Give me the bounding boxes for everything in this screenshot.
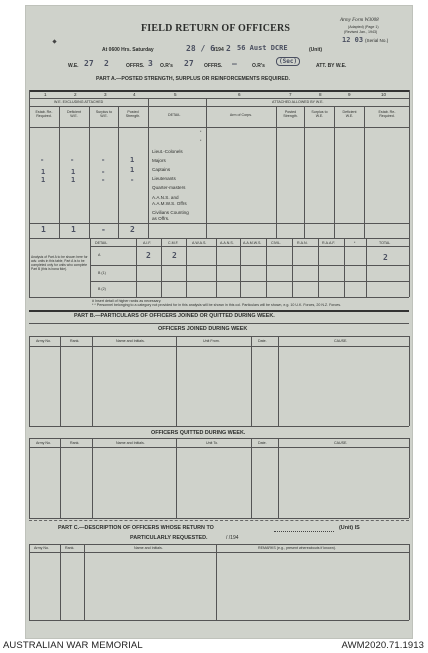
col-num-6: 6	[238, 92, 241, 97]
attached-header: ATTACHED ALLOWED BY W.E.	[272, 100, 324, 104]
col4-majors: 1	[130, 166, 135, 174]
part-a-title: PART A.—POSTED STRENGTH, SURPLUS OR REINFORCEMENTS REQUIRED.	[96, 76, 290, 82]
col2-lieutenants: 1	[71, 176, 76, 184]
serial-value: 12 03	[342, 36, 364, 44]
serial-label: (Serial No.)	[365, 38, 389, 43]
col-num-4: 4	[133, 92, 136, 97]
we-label: W.E.	[68, 63, 79, 69]
quitted-col-rank: Rank.	[70, 441, 80, 445]
sub-header-estab-left: Estab. Re- Required.	[35, 110, 53, 119]
joined-col-name: Name and Initials.	[116, 339, 145, 343]
col-num-3: 3	[104, 92, 107, 97]
sub-header-surplus-right: Surplus to W.E.	[311, 110, 328, 119]
detail-col-total: TOTAL	[379, 241, 391, 245]
col-num-10: 10	[381, 92, 387, 97]
total-col4: 2	[130, 225, 135, 234]
row-a-cmf: 2	[172, 251, 177, 260]
footer-accession: AWM2020.71.1913	[341, 640, 424, 651]
rank-lieut-colonels: Lieut.-Colonels	[152, 149, 183, 154]
footnote-2: * * Personnel belonging to a category not provided for in this analysis will be shown in this col. Particulars will be shown, e.g. 10 U.K. Forces, 20 N.Z. Forces.	[92, 303, 342, 307]
part-c-col-name: Name and Initials.	[134, 546, 163, 550]
col-num-9: 9	[348, 92, 351, 97]
part-c-title: PART C.—DESCRIPTION OF OFFICERS WHOSE RETURN TO	[58, 525, 214, 531]
sub-header-estab-right: Estab. Re- Required.	[378, 110, 396, 119]
ors-value-1: 3	[148, 59, 153, 68]
row-a-aif: 2	[146, 251, 151, 260]
form-number: Army Form W3008	[340, 18, 379, 23]
at-label: At 0600 Hrs. Saturday	[102, 47, 154, 53]
year-prefix: /194	[214, 47, 224, 53]
col3-lieutenants: -	[101, 176, 106, 184]
quitted-title: OFFICERS QUITTED DURING WEEK.	[151, 430, 246, 436]
col-num-7: 7	[289, 92, 292, 97]
form-adapted: (Adapted) (Page 1)	[348, 25, 379, 29]
col-num-8: 8	[319, 92, 322, 97]
joined-col-unit-from: Unit From.	[203, 339, 220, 343]
detail-col-civil: CIVIL.	[271, 241, 281, 245]
sub-header-arm: Arm of Corps.	[229, 113, 253, 117]
rank-majors: Majors	[152, 158, 166, 163]
we-value: 27	[84, 59, 94, 68]
joined-col-cause: CAUSE.	[334, 339, 348, 343]
part-c-requested: PARTICULARLY REQUESTED.	[130, 535, 208, 541]
footer-institution: AUSTRALIAN WAR MEMORIAL	[3, 640, 143, 651]
col2-captains: 1	[71, 168, 76, 176]
col1-lieutenants: 1	[41, 176, 46, 184]
star-icon: *	[200, 130, 202, 134]
quitted-col-name: Name and Initials.	[116, 441, 145, 445]
dash-value: —	[232, 59, 237, 68]
ors-label-2: O.R's	[252, 63, 265, 69]
unit-value: 56 Aust DCRE	[237, 44, 288, 52]
detail-lower-header: DETAIL	[95, 241, 108, 245]
total-col1: 1	[41, 225, 46, 234]
joined-col-date: Date.	[258, 339, 267, 343]
we-excl-header: W.E. EXCLUDING ATTACHED	[54, 100, 104, 104]
star-icon: *	[200, 139, 202, 143]
rank-civilians: Civilians Counting as Offrs.	[152, 210, 189, 221]
unit-label: (Unit)	[309, 47, 323, 53]
detail-row-b2: B (2)	[98, 287, 106, 291]
col3-captains: -	[101, 168, 106, 176]
col3-majors: -	[101, 156, 106, 164]
date-value: 28 / 6	[186, 44, 215, 53]
detail-col-ran: R.A.N.	[297, 241, 308, 245]
detail-col-aif: A.I.F.	[143, 241, 152, 245]
form-title: FIELD RETURN OF OFFICERS	[141, 23, 291, 34]
part-b-title: PART B.—PARTICULARS OF OFFICERS JOINED OR QUITTED DURING WEEK.	[74, 313, 275, 319]
year-value: 2	[226, 44, 231, 53]
paper-mark-icon	[52, 39, 56, 43]
att-label: ATT. BY W.E.	[316, 63, 347, 69]
part-c-unit-label: (Unit) IS	[339, 525, 360, 531]
part-c-col-remarks: REMARKS (e.g., present whereabouts if known).	[258, 546, 336, 550]
rank-quartermasters: Quarter-masters	[152, 185, 186, 190]
quitted-col-unit-to: Unit To.	[206, 441, 219, 445]
sub-header-deficient-left: Deficient W.E.	[67, 110, 81, 119]
analysis-note: Analysis of Part A to be shown here for adv. units in this table, Part A is to be completed only for units who complete Part B (this is bona fide).	[31, 255, 88, 271]
sub-header-surplus-left: Surplus to W.E.	[95, 110, 113, 119]
sub-header-posted-left: Posted Strength.	[125, 110, 141, 119]
joined-col-rank: Rank.	[70, 339, 80, 343]
sub-header-deficient-right: Deficient W.E.	[342, 110, 357, 119]
rank-aans: A.A.N.S. and A.A.M.W.S. Offrs	[152, 195, 187, 206]
col-num-5: 5	[174, 92, 177, 97]
col2-majors: -	[70, 156, 75, 164]
col-num-1: 1	[44, 92, 47, 97]
col4-lieut-colonels: 1	[130, 156, 135, 164]
total-col3: -	[101, 225, 106, 234]
col4-captains: -	[130, 176, 135, 184]
offrs2-label: OFFRS.	[204, 63, 223, 69]
sub-header-posted-right: Posted Strength.	[283, 110, 298, 119]
part-c-col-army-no: Army No.	[34, 546, 49, 550]
joined-col-army-no: Army No.	[36, 339, 51, 343]
detail-row-b1: B (1)	[98, 271, 106, 275]
footnote-1: # Insert detail of higher ranks as necessary.	[92, 299, 162, 303]
form-revised: (Revised Jan., 1943)	[344, 30, 378, 34]
part-c-date-stub: / /194	[226, 535, 239, 541]
joined-title: OFFICERS JOINED DURING WEEK	[158, 326, 248, 332]
detail-col-cmf: C.M.F.	[168, 241, 179, 245]
col1-captains: 1	[41, 168, 46, 176]
offrs-value: 2	[104, 59, 109, 68]
quitted-col-cause: CAUSE.	[334, 441, 348, 445]
detail-col-aans: A.A.N.S.	[220, 241, 234, 245]
unit-extra: (Sec)	[276, 57, 300, 66]
offrs-label: OFFRS.	[126, 63, 145, 69]
form-sheet	[26, 6, 412, 638]
detail-col-raaf: R.A.A.F.	[322, 241, 336, 245]
offrs2-value: 27	[184, 59, 194, 68]
detail-col-awas: A.W.A.S.	[192, 241, 207, 245]
rank-captains: Captains	[152, 167, 171, 172]
col-num-2: 2	[74, 92, 77, 97]
part-c-unit-blank	[274, 531, 334, 532]
detail-col-aamws: A.A.M.W.S.	[243, 241, 262, 245]
detail-col-star: *	[354, 241, 356, 245]
part-c-col-rank: Rank.	[65, 546, 75, 550]
quitted-col-date: Date.	[258, 441, 267, 445]
detail-header: DETAIL	[168, 113, 181, 117]
rank-lieutenants: Lieutenants	[152, 176, 176, 181]
quitted-col-army-no: Army No.	[36, 441, 51, 445]
col1-majors: -	[40, 156, 45, 164]
detail-row-a: A	[98, 253, 101, 257]
row-a-total: 2	[383, 253, 388, 262]
ors-label-1: O.R's	[160, 63, 173, 69]
total-col2: 1	[71, 225, 76, 234]
